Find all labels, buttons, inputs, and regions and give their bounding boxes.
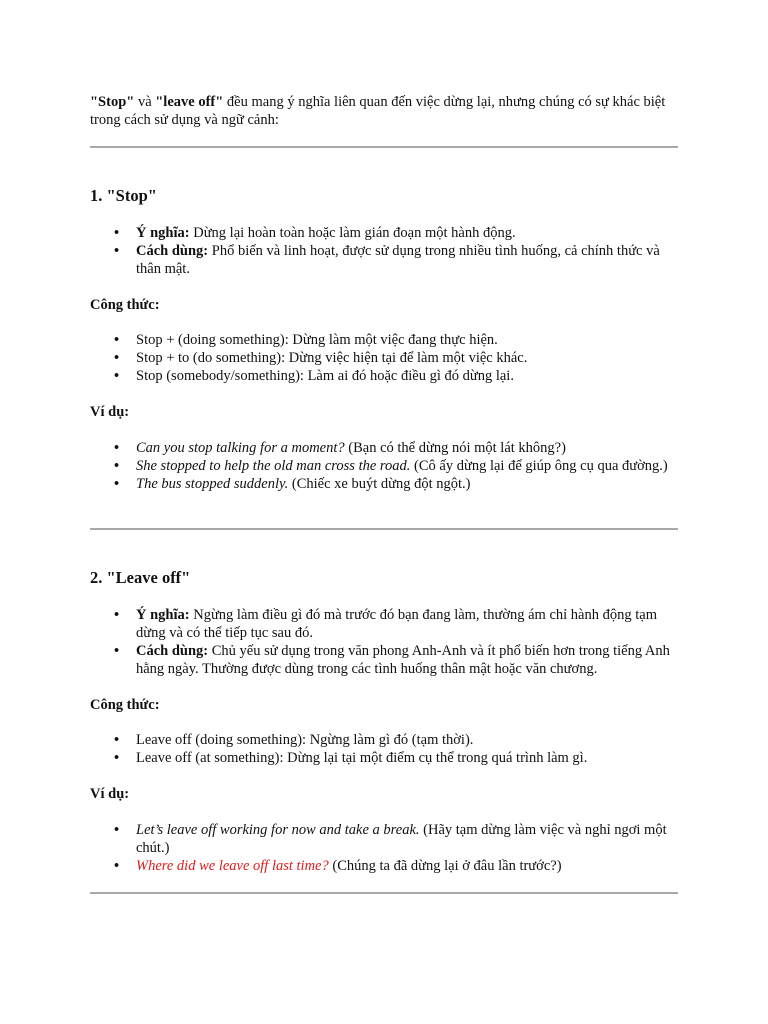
example-translation: (Hãy tạm dừng làm việc và nghỉ ngơi một chút.) bbox=[136, 822, 667, 856]
stop-meaning-text: Dừng lại hoàn toàn hoặc làm gián đoạn một hành động. bbox=[189, 225, 516, 241]
list-item: • Stop + (doing something): Dừng làm một việc đang thực hiện. bbox=[136, 331, 678, 349]
example-english: The bus stopped suddenly. bbox=[136, 476, 289, 492]
example-english: She stopped to help the old man cross the road. bbox=[136, 458, 411, 474]
stop-formula-label: Công thức: bbox=[90, 297, 160, 313]
example-english: Let’s leave off working for now and take a break. bbox=[136, 822, 420, 838]
intro-stop-term: "Stop" bbox=[90, 94, 135, 110]
list-item: • Leave off (doing something): Ngừng làm gì đó (tạm thời). bbox=[136, 731, 678, 749]
divider-1 bbox=[90, 146, 678, 148]
leave-off-formula-label: Công thức: bbox=[90, 697, 160, 713]
list-item bbox=[136, 642, 678, 678]
list-item bbox=[136, 224, 678, 242]
divider-2 bbox=[90, 528, 678, 530]
list-item: • Stop + to (do something): Dừng việc hiện tại để làm một việc khác. bbox=[136, 349, 678, 367]
list-item bbox=[136, 457, 678, 475]
example-translation: (Bạn có thể dừng nói một lát không?) bbox=[344, 440, 566, 456]
intro-leave-off-term: "leave off" bbox=[155, 94, 224, 110]
divider-3 bbox=[90, 892, 678, 894]
leave-off-usage-label: Cách dùng: bbox=[136, 643, 209, 659]
leave-off-usage-text: Chủ yếu sử dụng trong văn phong Anh-Anh và ít phổ biến hơn trong tiếng Anh hằng ngày. Thường được dùng trong các tình huống thân mật hoặc văn chương. bbox=[136, 643, 670, 677]
intro-paragraph bbox=[90, 93, 678, 129]
leave-off-example-list bbox=[90, 821, 678, 875]
leave-off-example-label: Ví dụ: bbox=[90, 786, 130, 802]
stop-example-label: Ví dụ: bbox=[90, 404, 130, 420]
example-translation: (Chiếc xe buýt dừng đột ngột.) bbox=[288, 476, 471, 492]
section-stop-heading: 1. "Stop" bbox=[90, 186, 157, 205]
list-item: • Leave off (at something): Dừng lại tại một điểm cụ thể trong quá trình làm gì. bbox=[136, 749, 678, 767]
example-translation: (Chúng ta đã dừng lại ở đâu lần trước?) bbox=[328, 858, 562, 874]
list-item bbox=[136, 439, 678, 457]
list-item bbox=[136, 606, 678, 642]
list-item bbox=[136, 475, 678, 493]
stop-example-list bbox=[90, 439, 678, 493]
list-item bbox=[136, 857, 678, 875]
intro-and: và bbox=[134, 94, 156, 110]
example-english-highlighted: Where did we leave off last time? bbox=[136, 858, 329, 874]
list-item: • Stop (somebody/something): Làm ai đó hoặc điều gì đó dừng lại. bbox=[136, 367, 678, 385]
leave-off-meaning-text: Ngừng làm điều gì đó mà trước đó bạn đang làm, thường ám chỉ hành động tạm dừng và có thể tiếp tục sau đó. bbox=[136, 607, 657, 641]
list-item bbox=[136, 242, 678, 278]
list-item bbox=[136, 821, 678, 857]
leave-off-definition-list bbox=[90, 606, 678, 678]
example-translation: (Cô ấy dừng lại để giúp ông cụ qua đường.) bbox=[410, 458, 668, 474]
stop-usage-text: Phổ biến và linh hoạt, được sử dụng trong nhiều tình huống, cả chính thức và thân mật. bbox=[136, 243, 660, 277]
stop-formula-list bbox=[90, 331, 678, 385]
intro-rest: đều mang ý nghĩa liên quan đến việc dừng lại, nhưng chúng có sự khác biệt trong cách sử dụng và ngữ cảnh: bbox=[90, 94, 666, 128]
stop-usage-label: Cách dùng: bbox=[136, 243, 209, 259]
leave-off-meaning-label: Ý nghĩa: bbox=[136, 607, 190, 623]
stop-definition-list bbox=[90, 224, 678, 278]
leave-off-formula-list bbox=[90, 731, 678, 767]
stop-meaning-label: Ý nghĩa: bbox=[136, 225, 190, 241]
example-english: Can you stop talking for a moment? bbox=[136, 440, 345, 456]
section-leave-off-heading: 2. "Leave off" bbox=[90, 568, 191, 587]
